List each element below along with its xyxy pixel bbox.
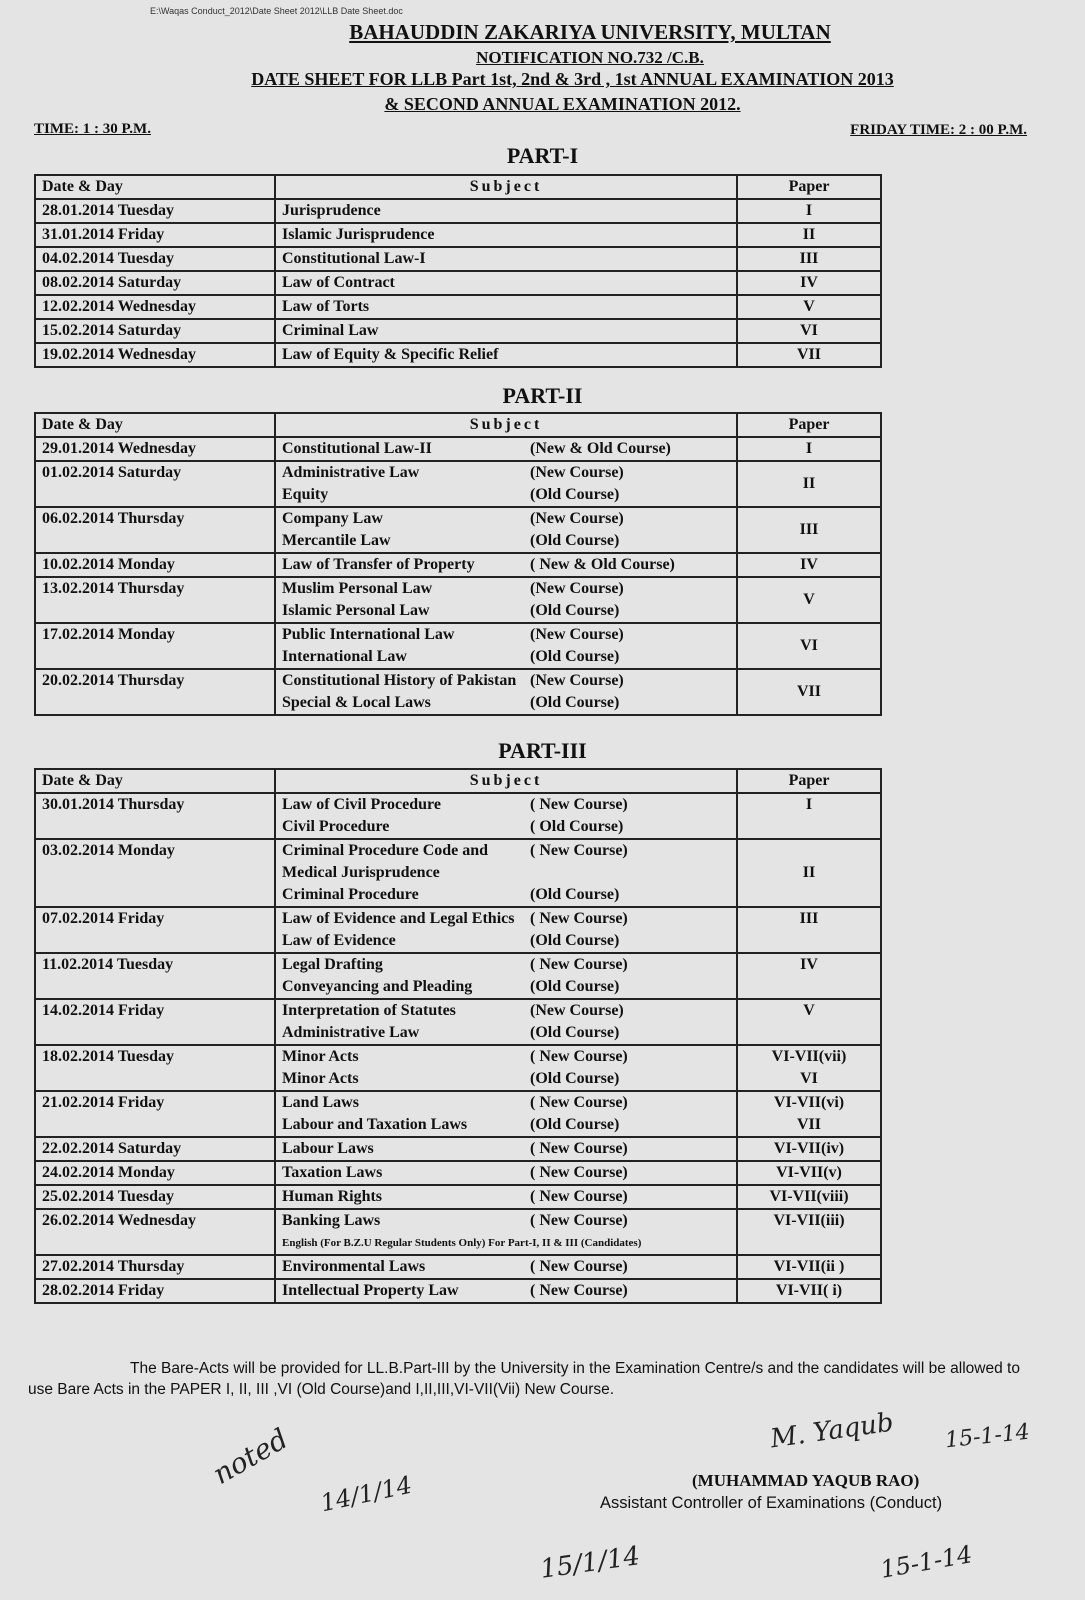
course-type: (New Course) — [530, 510, 624, 527]
table-row — [35, 343, 881, 367]
date-cell: 21.02.2014 Friday — [35, 1091, 275, 1137]
course-type: (Old Course) — [530, 978, 620, 995]
date-cell: 19.02.2014 Wednesday — [35, 343, 275, 367]
paper-cell: III — [737, 247, 881, 271]
subject-line — [282, 930, 730, 952]
paper-value: VI-VII(iii) — [773, 1212, 845, 1229]
subject-name: Mercantile Law — [282, 532, 391, 549]
paper-cell — [737, 1045, 881, 1091]
subject-name: Equity — [282, 486, 329, 503]
subject-name: Muslim Personal Law — [282, 580, 433, 597]
subject-line — [282, 692, 730, 714]
paper-cell — [737, 839, 881, 907]
date-sheet-title: DATE SHEET FOR LLB Part 1st, 2nd & 3rd , 1st ANNUAL EXAMINATION 2013 — [251, 69, 894, 89]
subject-name: Labour and Taxation Laws — [282, 1116, 468, 1133]
course-type: (Old Course) — [530, 602, 620, 619]
subject-line — [282, 1280, 730, 1302]
subject-cell — [275, 999, 737, 1045]
subject-line — [282, 976, 730, 998]
paper-cell: VI — [737, 623, 881, 669]
date-cell: 14.02.2014 Friday — [35, 999, 275, 1045]
table-row — [35, 1209, 881, 1255]
subject-cell — [275, 1045, 737, 1091]
paper-cell: V — [737, 295, 881, 319]
course-type: (Old Course) — [530, 648, 620, 665]
table-row — [35, 271, 881, 295]
subject-name: International Law — [282, 648, 407, 665]
date-cell: 28.02.2014 Friday — [35, 1279, 275, 1303]
part1-title: PART-I — [506, 143, 579, 168]
paper-cell: I — [737, 199, 881, 223]
paper-cell — [737, 1279, 881, 1303]
subject-line — [282, 600, 730, 622]
table-row — [35, 669, 881, 715]
subject-cell — [275, 1279, 737, 1303]
subject-line — [282, 1022, 730, 1044]
paper-cell: II — [737, 223, 881, 247]
course-type: ( New Course) — [530, 1094, 628, 1111]
table-row — [35, 1161, 881, 1185]
paper-value: IV — [800, 956, 818, 973]
course-type: ( New Course) — [530, 956, 628, 973]
subject-line — [282, 1046, 730, 1068]
subject-line — [282, 1114, 730, 1136]
subject-line — [282, 484, 730, 506]
course-type: (Old Course) — [530, 532, 620, 549]
handwritten-noted: noted — [207, 1422, 294, 1491]
subject-name: Law of Evidence and Legal Ethics — [282, 910, 515, 927]
date-cell: 13.02.2014 Thursday — [35, 577, 275, 623]
course-type: ( New Course) — [530, 1282, 628, 1299]
paper-value: III — [799, 910, 819, 927]
handwritten-date-bottom: 15/1/14 — [538, 1541, 642, 1585]
date-cell: 11.02.2014 Tuesday — [35, 953, 275, 999]
course-type: (New Course) — [530, 580, 624, 597]
subject-cell — [275, 461, 737, 507]
paper-value: VI-VII(viii) — [769, 1188, 849, 1205]
university-title: BAHAUDDIN ZAKARIYA UNIVERSITY, MULTAN — [349, 20, 831, 44]
subject-cell — [275, 1255, 737, 1279]
subject-name: Constitutional Law-II — [282, 440, 432, 457]
paper-value: II — [802, 864, 816, 881]
course-type: ( New Course) — [530, 1188, 628, 1205]
paper-value: I — [805, 796, 813, 813]
col-paper-header: Paper — [737, 769, 881, 793]
subject-line — [282, 462, 730, 484]
subject-name: Taxation Laws — [282, 1164, 383, 1181]
table-row — [35, 577, 881, 623]
subject-name: Minor Acts — [282, 1048, 359, 1065]
subject-name: Human Rights — [282, 1188, 383, 1205]
subject-name: Administrative Law — [282, 464, 420, 481]
subject-cell: Criminal Law — [275, 319, 737, 343]
paper-cell: VII — [737, 343, 881, 367]
subject-line — [282, 1138, 730, 1160]
table-row — [35, 295, 881, 319]
table-row — [35, 907, 881, 953]
date-cell: 04.02.2014 Tuesday — [35, 247, 275, 271]
subject-cell — [275, 669, 737, 715]
course-type: ( New Course) — [530, 1258, 628, 1275]
date-cell: 28.01.2014 Tuesday — [35, 199, 275, 223]
course-type: (New Course) — [530, 464, 624, 481]
paper-cell: V — [737, 577, 881, 623]
date-cell: 06.02.2014 Thursday — [35, 507, 275, 553]
exam-time: TIME: 1 : 30 P.M. — [34, 121, 151, 137]
subject-line — [282, 954, 730, 976]
subject-name: Islamic Personal Law — [282, 602, 430, 619]
course-type: (New Course) — [530, 626, 624, 643]
subject-line — [282, 1000, 730, 1022]
col-paper-header: Paper — [737, 413, 881, 437]
table-row — [35, 247, 881, 271]
table-row — [35, 461, 881, 507]
subject-line — [282, 670, 730, 692]
paper-cell: III — [737, 507, 881, 553]
table-row — [35, 953, 881, 999]
paper-value: VI-VII( i) — [775, 1282, 843, 1299]
subject-name: Company Law — [282, 510, 383, 527]
course-type: (Old Course) — [530, 932, 620, 949]
table-row — [35, 1279, 881, 1303]
file-path: E:\Waqas Conduct_2012\Date Sheet 2012\LLB Date Sheet.doc — [150, 6, 403, 16]
subject-name: Land Laws — [282, 1094, 359, 1111]
signatory-name: (MUHAMMAD YAQUB RAO) — [692, 1471, 920, 1490]
subject-name: Criminal Procedure Code and — [282, 842, 489, 859]
part2-title: PART-II — [502, 383, 583, 408]
paper-cell — [737, 999, 881, 1045]
course-type: ( New Course) — [530, 910, 628, 927]
date-cell: 29.01.2014 Wednesday — [35, 437, 275, 461]
subject-cell — [275, 1185, 737, 1209]
paper-cell: II — [737, 461, 881, 507]
course-type: (New Course) — [530, 672, 624, 689]
col-date-header: Date & Day — [35, 413, 275, 437]
paper-cell — [737, 1185, 881, 1209]
subject-line — [282, 1210, 730, 1232]
subject-name: Criminal Procedure — [282, 886, 419, 903]
subject-line — [282, 884, 730, 906]
course-type: ( New Course) — [530, 1164, 628, 1181]
paper-cell — [737, 953, 881, 999]
bare-acts-note: The Bare-Acts will be provided for LL.B.Part-III by the University in the Examination Centre/s and the candidates will be allowed to use Bare Acts in the PAPER I, II, III ,VI (Old Course)and I,II,III,VI-VII(Vii) New Course. — [28, 1360, 1020, 1398]
table-row — [35, 1255, 881, 1279]
table-row — [35, 1045, 881, 1091]
date-cell: 24.02.2014 Monday — [35, 1161, 275, 1185]
date-cell: 03.02.2014 Monday — [35, 839, 275, 907]
table-row — [35, 1137, 881, 1161]
date-cell: 10.02.2014 Monday — [35, 553, 275, 577]
table-row — [35, 793, 881, 839]
table-row — [35, 319, 881, 343]
subject-cell: Law of Torts — [275, 295, 737, 319]
date-cell: 01.02.2014 Saturday — [35, 461, 275, 507]
paper-cell — [737, 1091, 881, 1137]
paper-value: VI — [800, 1070, 818, 1087]
subject-line — [282, 1092, 730, 1114]
date-cell: 12.02.2014 Wednesday — [35, 295, 275, 319]
date-cell: 22.02.2014 Saturday — [35, 1137, 275, 1161]
paper-value: VI-VII(ii ) — [773, 1258, 845, 1275]
subject-cell — [275, 953, 737, 999]
handwritten-signature: M. Yaqub — [768, 1407, 896, 1455]
subject-name: Intellectual Property Law — [282, 1282, 459, 1299]
subject-name: Law of Civil Procedure — [282, 796, 441, 813]
course-type: (New Course) — [530, 1002, 624, 1019]
course-type: (Old Course) — [530, 694, 620, 711]
subject-name: Minor Acts — [282, 1070, 359, 1087]
subject-cell — [275, 507, 737, 553]
course-type: ( Old Course) — [530, 818, 624, 835]
paper-cell: IV — [737, 271, 881, 295]
subject-cell — [275, 1137, 737, 1161]
english-note: English (For B.Z.U Regular Students Only) For Part-I, II & III (Candidates) — [282, 1237, 642, 1249]
subject-cell: Law of Equity & Specific Relief — [275, 343, 737, 367]
paper-cell — [737, 907, 881, 953]
subject-line — [282, 862, 730, 884]
subject-line — [282, 1162, 730, 1184]
date-cell: 27.02.2014 Thursday — [35, 1255, 275, 1279]
subject-cell — [275, 553, 737, 577]
course-type: (Old Course) — [530, 1070, 620, 1087]
table-row — [35, 623, 881, 669]
table-row — [35, 553, 881, 577]
subject-name: Banking Laws — [282, 1212, 381, 1229]
col-subject-header: Subject — [275, 175, 737, 199]
subject-line — [282, 624, 730, 646]
col-subject-header: Subject — [275, 413, 737, 437]
paper-cell: I — [737, 437, 881, 461]
course-type: (Old Course) — [530, 886, 620, 903]
part3-table — [34, 768, 882, 1304]
handwritten-date-left: 14/1/14 — [318, 1470, 415, 1518]
handwritten-sign-date: 15-1-14 — [943, 1419, 1031, 1454]
date-cell: 07.02.2014 Friday — [35, 907, 275, 953]
subject-line — [282, 508, 730, 530]
subject-name: Interpretation of Statutes — [282, 1002, 456, 1019]
subject-cell — [275, 1091, 737, 1137]
course-type: (Old Course) — [530, 486, 620, 503]
subject-cell — [275, 1161, 737, 1185]
table-row — [35, 839, 881, 907]
subject-cell: Jurisprudence — [275, 199, 737, 223]
subject-name: Environmental Laws — [282, 1258, 426, 1275]
paper-value: VI-VII(vi) — [773, 1094, 845, 1111]
table-row — [35, 199, 881, 223]
paper-cell: VI — [737, 319, 881, 343]
paper-cell — [737, 1161, 881, 1185]
col-paper-header: Paper — [737, 175, 881, 199]
part3-title: PART-III — [498, 738, 587, 763]
subject-line — [282, 578, 730, 600]
subject-name: Law of Transfer of Property — [282, 556, 475, 573]
table-row — [35, 1185, 881, 1209]
table-row — [35, 437, 881, 461]
course-type: ( New & Old Course) — [530, 556, 675, 573]
paper-cell — [737, 1255, 881, 1279]
date-cell: 20.02.2014 Thursday — [35, 669, 275, 715]
course-type: ( New Course) — [530, 842, 628, 859]
subject-name: Public International Law — [282, 626, 455, 643]
paper-cell — [737, 1137, 881, 1161]
course-type: ( New Course) — [530, 1212, 628, 1229]
course-type: ( New Course) — [530, 1048, 628, 1065]
course-type: (Old Course) — [530, 1116, 620, 1133]
subject-line — [282, 646, 730, 668]
paper-value: V — [803, 1002, 815, 1019]
col-date-header: Date & Day — [35, 769, 275, 793]
subject-name: Administrative Law — [282, 1024, 420, 1041]
table-row — [35, 1091, 881, 1137]
subject-line — [282, 794, 730, 816]
subject-name: Special & Local Laws — [282, 694, 431, 711]
subject-name: Conveyancing and Pleading — [282, 978, 473, 995]
course-type: ( New Course) — [530, 796, 628, 813]
subject-cell — [275, 907, 737, 953]
paper-value: VI-VII(v) — [776, 1164, 842, 1181]
subject-name: Constitutional History of Pakistan — [282, 672, 517, 689]
subject-cell — [275, 793, 737, 839]
subject-line — [282, 816, 730, 838]
subject-line — [282, 1186, 730, 1208]
subject-name: Civil Procedure — [282, 818, 390, 835]
date-cell: 18.02.2014 Tuesday — [35, 1045, 275, 1091]
paper-value: VI-VII(vii) — [771, 1048, 847, 1065]
subject-line — [282, 840, 730, 862]
date-sheet-subtitle: & SECOND ANNUAL EXAMINATION 2012. — [384, 94, 741, 114]
notification-number: NOTIFICATION NO.732 /C.B. — [476, 48, 704, 67]
subject-name: Labour Laws — [282, 1140, 374, 1157]
subject-cell — [275, 577, 737, 623]
paper-cell: VII — [737, 669, 881, 715]
signatory-title: Assistant Controller of Examinations (Conduct) — [600, 1494, 943, 1512]
subject-cell: Islamic Jurisprudence — [275, 223, 737, 247]
course-type: (Old Course) — [530, 1024, 620, 1041]
subject-line — [282, 1068, 730, 1090]
paper-cell: IV — [737, 553, 881, 577]
paper-cell — [737, 793, 881, 839]
subject-line — [282, 1256, 730, 1278]
subject-line — [282, 438, 730, 460]
subject-cell: Law of Contract — [275, 271, 737, 295]
subject-name: Legal Drafting — [282, 956, 383, 973]
subject-cell — [275, 437, 737, 461]
course-type: ( New Course) — [530, 1140, 628, 1157]
subject-line — [282, 554, 730, 576]
paper-cell — [737, 1209, 881, 1255]
col-date-header: Date & Day — [35, 175, 275, 199]
subject-line — [282, 908, 730, 930]
date-cell: 26.02.2014 Wednesday — [35, 1209, 275, 1255]
course-type — [530, 862, 730, 884]
handwritten-date-bottom-right: 15-1-14 — [878, 1540, 975, 1584]
subject-cell — [275, 1209, 737, 1255]
date-cell: 30.01.2014 Thursday — [35, 793, 275, 839]
part2-table — [34, 412, 882, 716]
friday-exam-time: FRIDAY TIME: 2 : 00 P.M. — [850, 122, 1027, 138]
subject-cell: Constitutional Law-I — [275, 247, 737, 271]
subject-line — [282, 530, 730, 552]
date-cell: 08.02.2014 Saturday — [35, 271, 275, 295]
part1-table — [34, 174, 882, 368]
paper-value: VI-VII(iv) — [773, 1140, 845, 1157]
subject-cell — [275, 623, 737, 669]
course-type: (New & Old Course) — [530, 440, 671, 457]
paper-value: VII — [796, 1116, 821, 1133]
date-cell: 15.02.2014 Saturday — [35, 319, 275, 343]
table-row — [35, 999, 881, 1045]
col-subject-header: Subject — [275, 769, 737, 793]
subject-name: Law of Evidence — [282, 932, 396, 949]
date-cell: 25.02.2014 Tuesday — [35, 1185, 275, 1209]
table-row — [35, 507, 881, 553]
date-cell: 31.01.2014 Friday — [35, 223, 275, 247]
table-row — [35, 223, 881, 247]
subject-name: Medical Jurisprudence — [282, 864, 440, 881]
date-cell: 17.02.2014 Monday — [35, 623, 275, 669]
subject-cell — [275, 839, 737, 907]
